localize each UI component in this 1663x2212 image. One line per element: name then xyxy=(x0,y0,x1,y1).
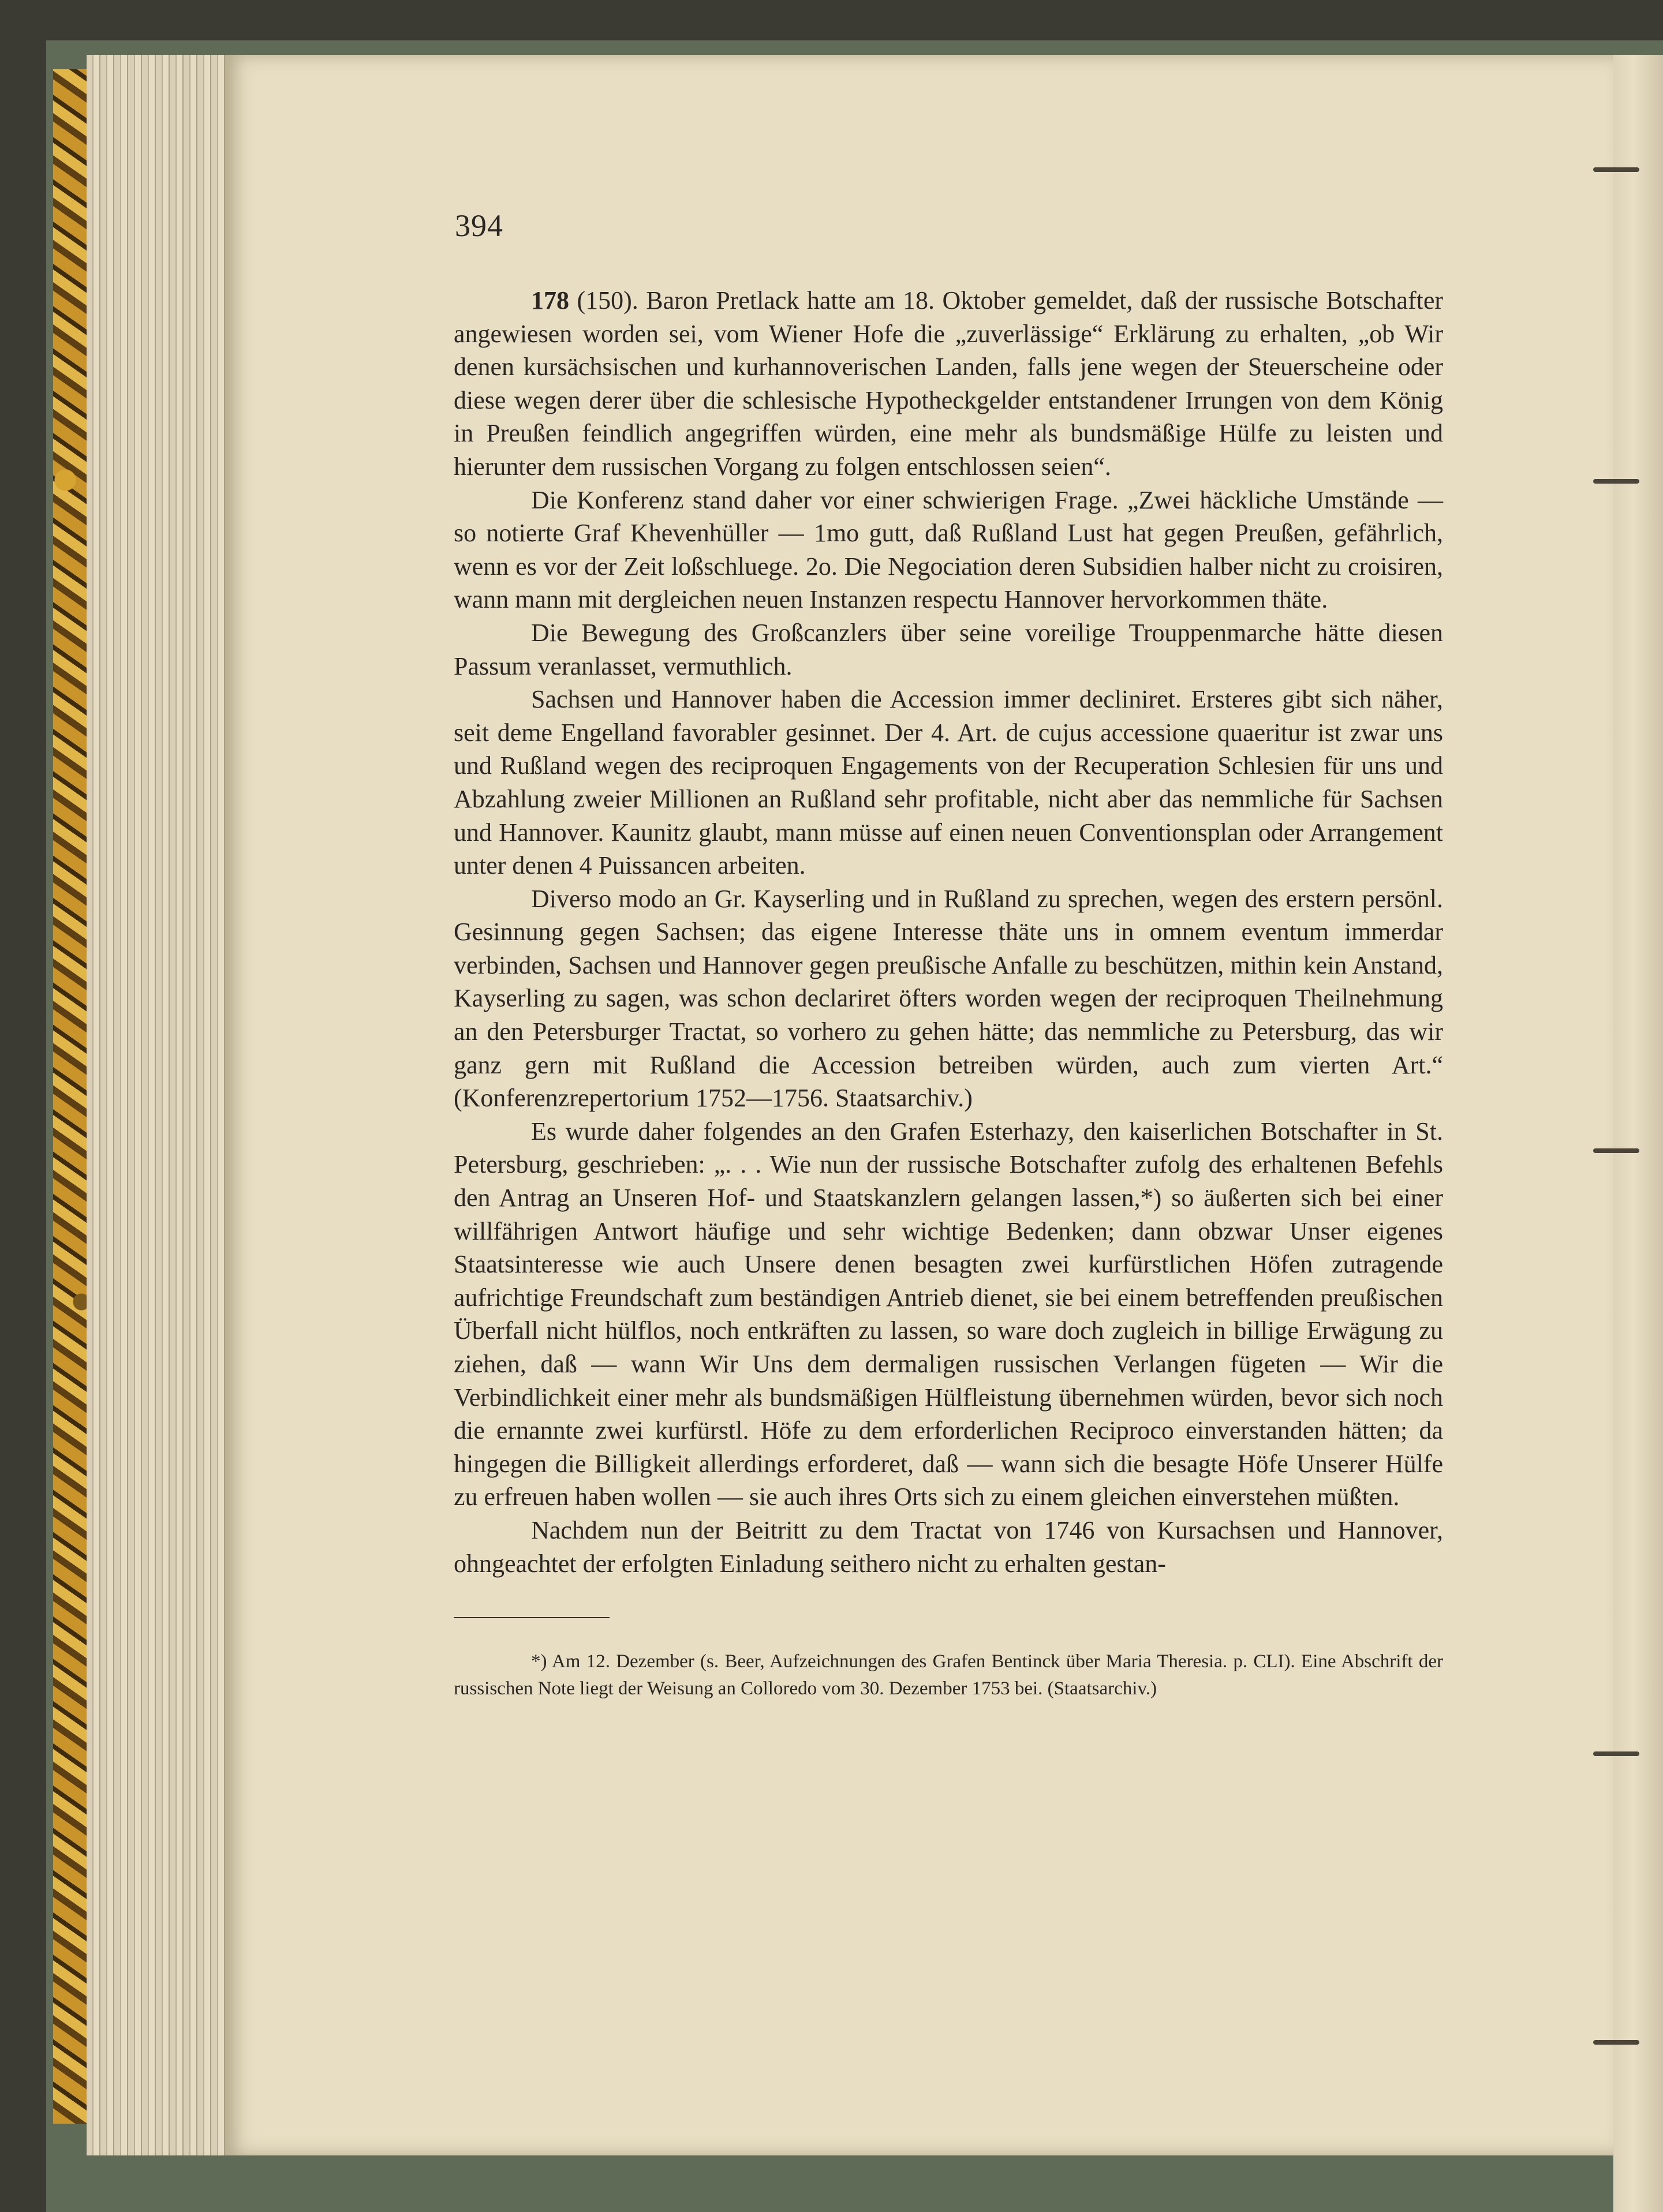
binding-pin xyxy=(1593,167,1639,172)
paragraph: Die Konferenz stand daher vor einer schwierigen Frage. „Zwei häckliche Umstände — so notierte Graf Khevenhüller — 1mo gutt, daß Rußland Lust hat gegen Preußen, gefährlich, wenn es vor der Zeit loßschluege. 2o. Die Negociation deren Subsidien halber nicht zu croisiren, wann mann mit dergleichen neuen Instanzen respectu Hannover hervorkommen thäte. xyxy=(454,485,1443,614)
facing-page-edge xyxy=(1613,55,1663,2212)
paragraph: Es wurde daher folgendes an den Grafen Esterhazy, den kaiserlichen Botschafter in St. Petersburg, geschrieben: „. . . Wie nun der russische Botschafter zufolg des erhaltenen Befehls den Antrag an Unseren Hof- und Staatskanzlern gelangen lassen,*) so äußerten sich bei einer willfährigen Antwort häufige und sehr wichtige Bedenken; dann obzwar Unser eigenes Staatsinteresse wie auch Unsere denen besagten zwei kurfürstlichen Höfen zutragende aufrichtige Freundschaft zum beständigen Antrieb dienet, sie bei einem betreffenden preußischen Überfall nicht hülflos, noch entkräften zu lassen, so ware doch zugleich in billige Erwägung zu ziehen, daß — wann Wir Uns dem dermaligen russischen Verlangen fügeten — Wir die Verbindlichkeit einer mehr als bundsmäßigen Hülfleistung übernehmen würden, bevor sich noch die ernannte zwei kurfürstl. Höfe zu dem erforderlichen Reciproco einverstanden hätten; da hingegen die Billigkeit allerdings erforderet, daß — wann sich die besagte Höfe Unserer Hülfe zu erfreuen haben wollen — sie auch ihres Orts sich zu einem gleichen einverstehen müßten. xyxy=(454,1117,1443,1511)
paragraph: Die Bewegung des Großcanzlers über seine voreilige Trouppenmarche hätte diesen Passum veranlasset, vermuthlich. xyxy=(454,618,1443,680)
paragraph: Diverso modo an Gr. Kayserling und in Rußland zu sprechen, wegen des erstern persönl. Gesinnung gegen Sachsen; das eigene Interesse thäte uns in omnem eventum immerdar verbinden, Sachsen und Hannover gegen preußische Anfalle zu beschützen, mithin kein Anstand, Kayserling zu sagen, was schon declariret öfters worden wegen der reciproquen Theilnehmung an den Petersburger Tractat, so vorhero zu gehen hätte; das nemmliche zu Petersburg, das wir ganz gern mit Rußland die Accession betreiben würden, auch zum vierten Art.“ (Konferenzrepertorium 1752—1756. Staatsarchiv.) xyxy=(454,884,1443,1113)
footnote: *) Am 12. Dezember (s. Beer, Aufzeichnungen des Grafen Bentinck über Maria Theresia. p. CLI). Eine Abschrift der russischen Note liegt der Weisung an Colloredo vom 30. Dezember 1753 bei. (Staatsarchiv.) xyxy=(454,1651,1443,1700)
paragraph xyxy=(454,284,1443,484)
binding-pin xyxy=(1593,1148,1639,1153)
page-number: 394 xyxy=(455,208,503,243)
entry-number: 178 xyxy=(531,286,569,315)
paragraph: Nachdem nun der Beitritt zu dem Tractat von 1746 von Kursachsen und Hannover, ohngeachtet der erfolgten Einladung seithero nicht zu erhalten gestan- xyxy=(454,1515,1443,1578)
footnote-rule xyxy=(454,1617,610,1618)
page-stack-edges xyxy=(87,55,237,2155)
binding-pin xyxy=(1593,1751,1639,1756)
page-content xyxy=(454,208,1443,1702)
paragraph-text: (150). Baron Pretlack hatte am 18. Oktober gemeldet, daß der russische Botschafter angewiesen worden sei, vom Wiener Hofe die „zuverlässige“ Erklärung zu erhalten, „ob Wir denen kursächsischen und kurhannoverischen Landen, falls jene wegen der Steuerscheine oder diese wegen derer über die schlesische Hypotheckgelder entstandener Irrungen von dem König in Preußen feindlich angegriffen würden, eine mehr als bundsmäßige Hülfe zu leisten und hierunter dem russischen Vorgang zu folgen entschlossen seien“. xyxy=(454,286,1443,481)
paragraph: Sachsen und Hannover haben die Accession immer decliniret. Ersteres gibt sich näher, seit deme Engelland favorabler gesinnet. Der 4. Art. de cujus accessione quaeritur ist zwar uns und Rußland wegen des reciproquen Engagements von der Recuperation Schlesien für uns und Abzahlung zweier Millionen an Rußland sehr profitable, nicht aber das nemmliche für Sachsen und Hannover. Kaunitz glaubt, mann müsse auf einen neuen Conventionsplan oder Arrangement unter denen 4 Puissancen arbeiten. xyxy=(454,685,1443,880)
binding-pin xyxy=(1593,479,1639,484)
binding-pin xyxy=(1593,2040,1639,2045)
